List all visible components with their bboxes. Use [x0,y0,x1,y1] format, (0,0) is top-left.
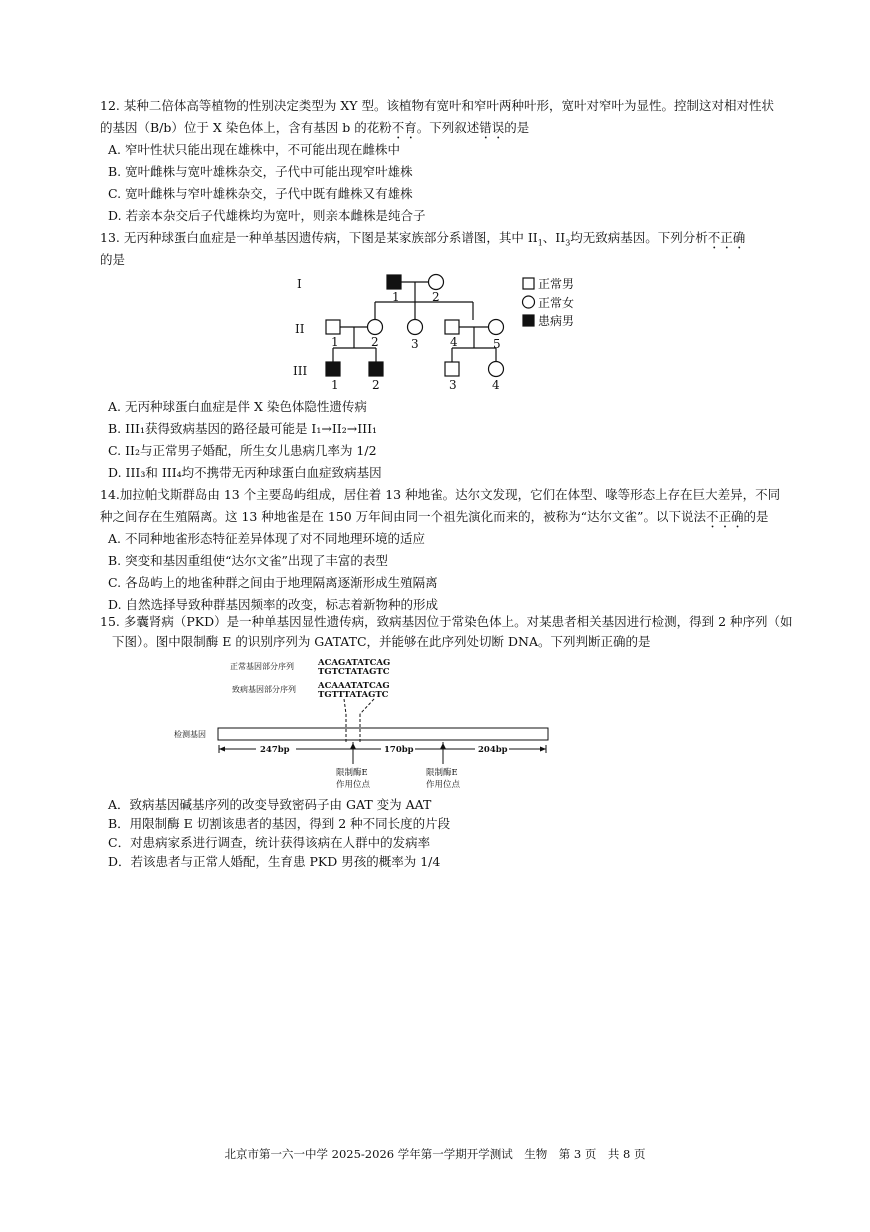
q15-option-c: C．对患病家系进行调查，统计获得该病在人群中的发病率 [108,835,431,850]
q13-stem-line1 [100,230,745,252]
q14-emphasis: 不正确 [705,509,744,524]
gen3-label-3: 3 [449,378,457,392]
q13-option-d: D. III₃和 III₄均不携带无丙种球蛋白血症致病基因 [108,465,382,480]
gen2-female-5 [489,320,504,335]
q13-text: 、II [542,230,566,245]
gen1-male-affected [387,275,401,289]
q13-stem-line2: 的是 [100,252,126,267]
gen3-label-1: 1 [331,378,339,392]
gen1-label-1: 1 [392,290,400,304]
q14-option-d: D. 自然选择导致种群基因频率的改变，标志着新物种的形成 [108,597,439,612]
site1-label-line1: 限制酶E [336,768,368,778]
page-footer: 北京市第一六一中学 2025-2026 学年第一学期开学测试 生物 第 3 页 共 8 页 [224,1147,646,1161]
pedigree-chart [280,268,600,393]
q12-option-b: B. 宽叶雌株与宽叶雄株杂交，子代中可能出现窄叶雄株 [108,164,413,179]
q13-text: 均无致病基因。下列分析 [570,230,708,245]
gen2-male-1 [326,320,340,334]
q14-option-c: C. 各岛屿上的地雀种群之间由于地理隔离逐渐形成生殖隔离 [108,575,438,590]
gen2-label-3: 3 [411,337,419,351]
gen3-female-4 [489,362,504,377]
gen3-male-affected-2 [369,362,383,376]
q12-text: 。下列叙述 [416,120,480,135]
detect-gene-label: 检测基因 [174,730,206,739]
segment-3-length: 204bp [478,745,508,755]
q15-stem-line1: 15. 多囊肾病（PKD）是一种单基因显性遗传病，致病基因位于常染色体上。对某患者相关基因进行检测，得到 2 种序列（如 [100,614,793,629]
q12-stem-line2 [100,120,529,142]
q15-stem-line2: 下图）。图中限制酶 E 的识别序列为 GATATC，并能够在此序列处切断 DNA。下列判断正确的是 [112,634,651,649]
segment-2-length: 170bp [384,745,414,755]
legend-normal-female-icon [523,296,535,308]
q14-stem-line1: 14.加拉帕戈斯群岛由 13 个主要岛屿组成，居住着 13 种地雀。达尔文发现，它们在体型、喙等形态上存在巨大差异，不同 [100,487,781,502]
segment-1-length: 247bp [260,745,290,755]
q15-option-d: D．若该患者与正常人婚配，生育患 PKD 男孩的概率为 1/4 [108,854,441,869]
gen2-male-4 [445,320,459,334]
q14-option-b: B. 突变和基因重组使“达尔文雀”出现了丰富的表型 [108,553,388,568]
q12-text: 的基因（B/b）位于 X 染色体上，含有基因 b 的花粉 [100,120,392,135]
q13-option-a: A. 无丙种球蛋白血症是伴 X 染色体隐性遗传病 [108,399,367,414]
gen1-label-2: 2 [432,290,440,304]
q13-sub: 1 [537,238,543,248]
q12-option-d: D. 若亲本杂交后子代雄株均为宽叶，则亲本雌株是纯合子 [108,208,426,223]
gen3-male-3 [445,362,459,376]
q13-emphasis: 不正确 [707,230,746,245]
gen3-male-affected-1 [326,362,340,376]
q14-option-a: A. 不同种地雀形态特征差异体现了对不同地理环境的适应 [108,531,425,546]
q12-text: 的是 [504,120,530,135]
q14-stem-line2 [100,509,768,531]
legend-affected-male: 患病男 [538,314,575,328]
legend-affected-male-icon [523,315,534,326]
q13-option-c: C. II₂与正常男子婚配，所生女儿患病几率为 1/2 [108,443,377,458]
legend-normal-male-icon [523,278,534,289]
gen-label-ii: II [295,322,305,336]
normal-seq-bottom: TGTCTATAGTC [318,667,390,677]
q15-option-b: B．用限制酶 E 切割该患者的基因，得到 2 种不同长度的片段 [108,816,451,831]
gen2-female-3 [408,320,423,335]
q14-text: 的是 [743,509,769,524]
q12-stem-line1: 12. 某种二倍体高等植物的性别决定类型为 XY 型。该植物有宽叶和窄叶两种叶形，宽叶对窄叶为显性。控制这对相对性状 [100,98,774,113]
q13-option-b: B. III₁获得致病基因的路径最可能是 I₁→II₂→III₁ [108,421,378,436]
gen-label-iii: III [293,364,308,378]
gen1-female [429,275,444,290]
mutant-seq-top: ACAAATATCAG [318,681,390,691]
normal-seq-top: ACAGATATCAG [318,658,391,668]
site2-label-line2: 作用位点 [426,780,461,790]
gene-bar [218,728,548,740]
q12-option-a: A. 窄叶性状只能出现在雄株中，不可能出现在雌株中 [108,142,400,157]
q12-emphasis-1: 不育 [391,120,417,135]
legend-normal-male: 正常男 [538,277,575,291]
gen3-label-4: 4 [492,378,500,392]
restriction-figure [160,654,560,794]
gen3-label-2: 2 [372,378,380,392]
legend-normal-female: 正常女 [538,296,575,310]
q13-sub: 3 [565,238,571,248]
q15-option-a: A．致病基因碱基序列的改变导致密码子由 GAT 变为 AAT [108,797,432,812]
q12-emphasis-2: 错误 [479,120,505,135]
gen2-female-2 [368,320,383,335]
gen2-label-2: 2 [371,335,379,349]
gen2-label-5: 5 [493,337,501,351]
site2-label-line1: 限制酶E [426,768,458,778]
site1-label-line2: 作用位点 [336,780,371,790]
q14-text: 种之间存在生殖隔离。这 13 种地雀是在 150 万年间由同一个祖先演化而来的，被称为“达尔文雀”。以下说法 [100,509,706,524]
gen2-label-4: 4 [450,335,458,349]
normal-seq-label: 正常基因部分序列 [230,662,294,671]
q13-text: 13. 无丙种球蛋白血症是一种单基因遗传病，下图是某家族部分系谱图，其中 II [100,230,538,245]
mutant-seq-bottom: TGTTTATAGTC [318,690,389,700]
q12-option-c: C. 宽叶雌株与窄叶雄株杂交，子代中既有雌株又有雄株 [108,186,413,201]
mutant-seq-label: 致病基因部分序列 [232,685,296,694]
gen2-label-1: 1 [331,335,339,349]
gen-label-i: I [297,277,302,291]
